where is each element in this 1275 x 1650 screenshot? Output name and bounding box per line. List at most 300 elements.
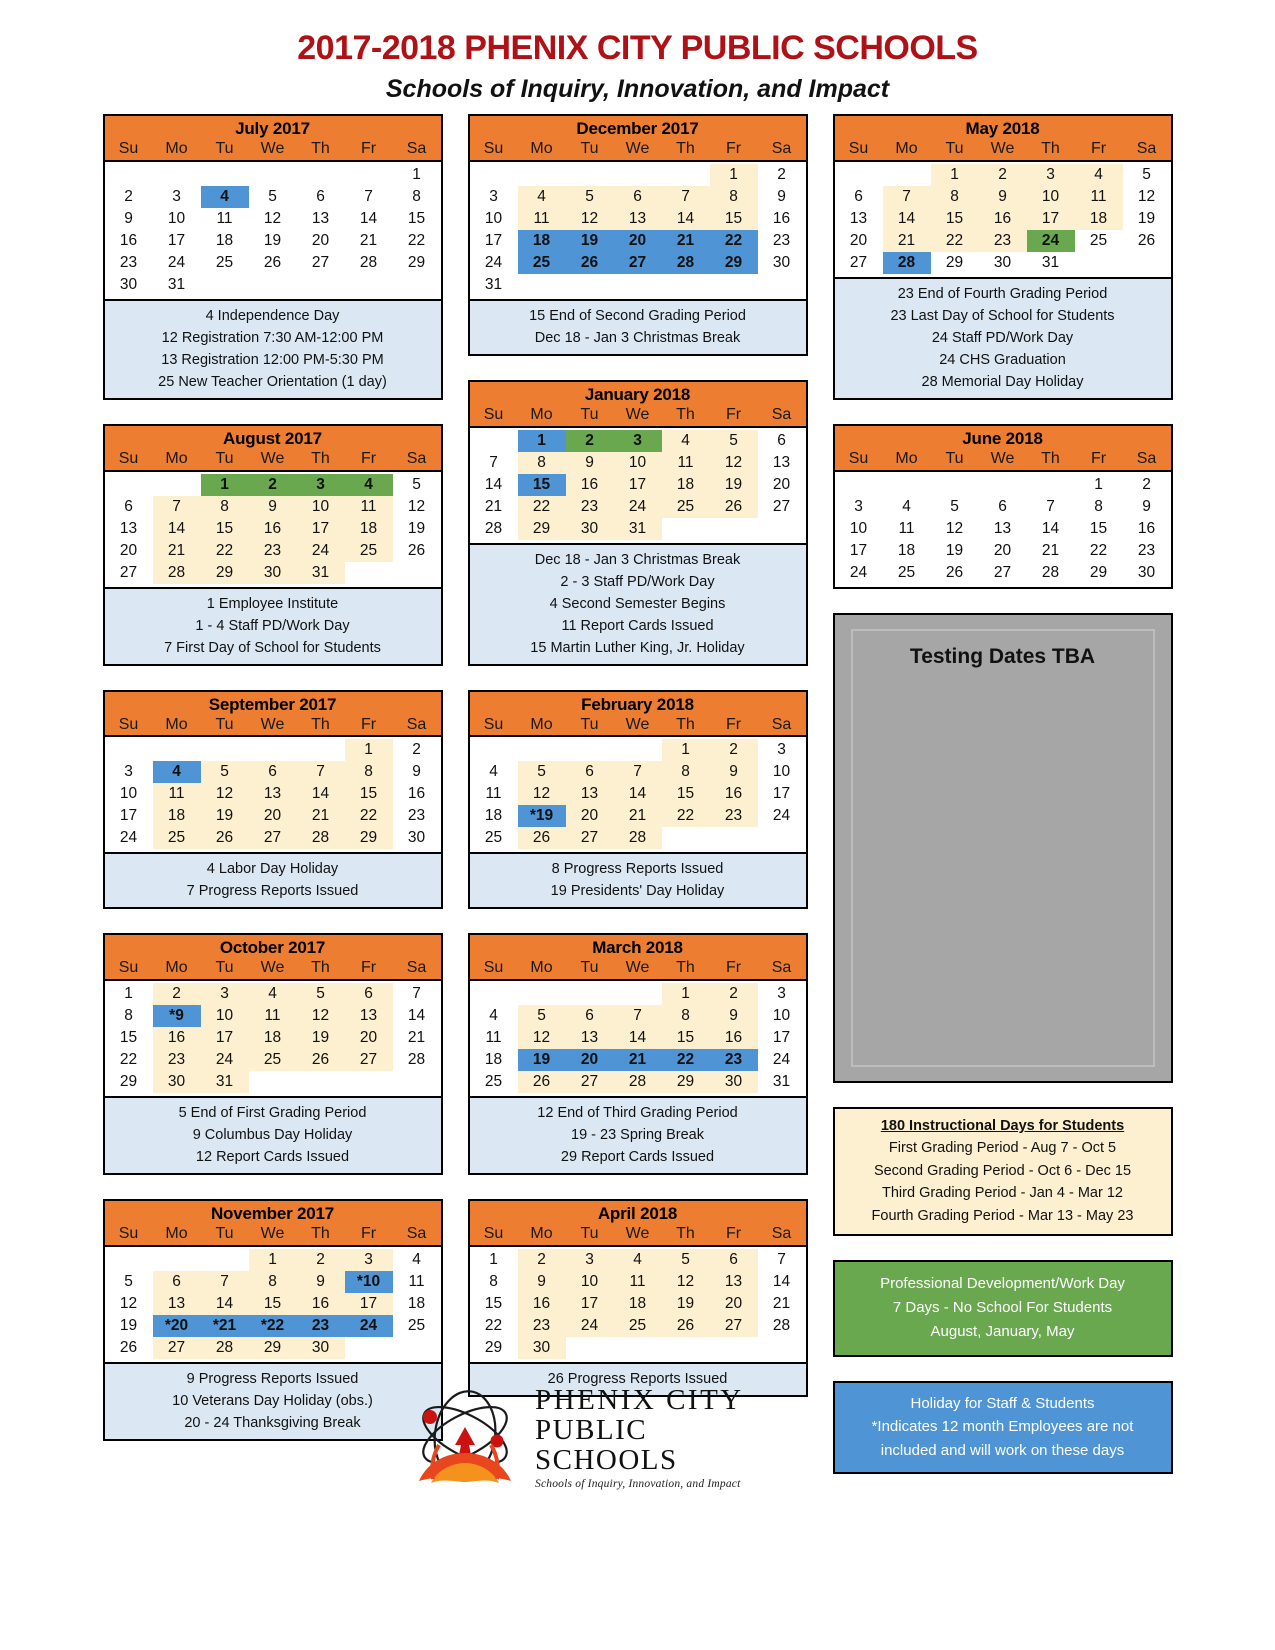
day-cell[interactable]: 13 <box>153 1293 201 1315</box>
day-cell[interactable]: 19 <box>297 1027 345 1049</box>
day-cell[interactable]: 25 <box>484 829 503 847</box>
day-cell[interactable]: 23 <box>772 231 791 249</box>
day-cell[interactable]: 17 <box>772 785 791 803</box>
day-cell[interactable]: 8 <box>249 1271 297 1293</box>
day-cell[interactable]: 18 <box>1075 208 1123 230</box>
day-cell[interactable]: 5 <box>297 983 345 1005</box>
day-cell[interactable]: 13 <box>993 519 1012 537</box>
day-cell[interactable]: 10 <box>297 496 345 518</box>
day-cell[interactable]: 9 <box>124 209 133 227</box>
day-cell[interactable]: 12 <box>518 1027 566 1049</box>
day-cell[interactable]: 15 <box>345 783 393 805</box>
day-cell[interactable]: 29 <box>945 253 964 271</box>
day-cell[interactable]: *9 <box>153 1005 201 1027</box>
day-cell[interactable]: 29 <box>710 252 758 274</box>
day-cell[interactable]: 11 <box>216 209 233 227</box>
day-cell[interactable]: 14 <box>359 209 378 227</box>
day-cell[interactable]: 22 <box>662 1049 710 1071</box>
day-cell[interactable]: 5 <box>662 1249 710 1271</box>
day-cell[interactable]: 29 <box>662 1071 710 1093</box>
day-cell[interactable]: 3 <box>124 763 133 781</box>
day-cell[interactable]: 9 <box>518 1271 566 1293</box>
day-cell[interactable]: 6 <box>249 761 297 783</box>
day-cell[interactable]: 1 <box>249 1249 297 1271</box>
day-cell[interactable]: 10 <box>201 1005 249 1027</box>
day-cell[interactable]: 12 <box>662 1271 710 1293</box>
day-cell[interactable]: 1 <box>124 985 133 1003</box>
day-cell[interactable]: 7 <box>883 186 931 208</box>
day-cell[interactable]: 28 <box>662 252 710 274</box>
day-cell[interactable]: 1 <box>662 983 710 1005</box>
day-cell[interactable]: 9 <box>412 763 421 781</box>
day-cell[interactable]: 5 <box>518 1005 566 1027</box>
day-cell[interactable]: 26 <box>407 541 426 559</box>
day-cell[interactable]: 28 <box>201 1337 249 1359</box>
day-cell[interactable]: 28 <box>614 1071 662 1093</box>
day-cell[interactable]: 4 <box>1075 164 1123 186</box>
day-cell[interactable]: 3 <box>777 741 786 759</box>
day-cell[interactable]: 30 <box>518 1337 566 1359</box>
day-cell[interactable]: 9 <box>710 1005 758 1027</box>
day-cell[interactable]: 11 <box>249 1005 297 1027</box>
day-cell[interactable]: 22 <box>931 230 979 252</box>
day-cell[interactable]: 29 <box>1089 563 1108 581</box>
day-cell[interactable]: 6 <box>316 187 325 205</box>
day-cell[interactable]: 13 <box>249 783 297 805</box>
day-cell[interactable]: 12 <box>566 208 614 230</box>
day-cell[interactable]: 13 <box>849 209 868 227</box>
day-cell[interactable]: 4 <box>201 186 249 208</box>
day-cell[interactable]: 8 <box>931 186 979 208</box>
day-cell[interactable]: 17 <box>1027 208 1075 230</box>
day-cell[interactable]: 3 <box>777 985 786 1003</box>
day-cell[interactable]: 14 <box>1041 519 1060 537</box>
day-cell[interactable]: 3 <box>854 497 863 515</box>
day-cell[interactable]: 11 <box>1075 186 1123 208</box>
day-cell[interactable]: 23 <box>119 253 138 271</box>
day-cell[interactable]: 12 <box>119 1294 138 1312</box>
day-cell[interactable]: 26 <box>263 253 282 271</box>
day-cell[interactable]: 16 <box>119 231 138 249</box>
day-cell[interactable]: 7 <box>364 187 373 205</box>
day-cell[interactable]: *19 <box>518 805 566 827</box>
day-cell[interactable]: 24 <box>849 563 868 581</box>
day-cell[interactable]: 4 <box>412 1250 421 1268</box>
day-cell[interactable]: 27 <box>849 253 868 271</box>
day-cell[interactable]: 19 <box>407 519 426 537</box>
day-cell[interactable]: 16 <box>710 783 758 805</box>
day-cell[interactable]: 13 <box>119 519 138 537</box>
day-cell[interactable]: 22 <box>710 230 758 252</box>
day-cell[interactable]: 30 <box>249 562 297 584</box>
day-cell[interactable]: 8 <box>412 187 421 205</box>
day-cell[interactable]: 15 <box>662 783 710 805</box>
day-cell[interactable]: *20 <box>153 1315 201 1337</box>
day-cell[interactable]: 11 <box>345 496 393 518</box>
day-cell[interactable]: 20 <box>249 805 297 827</box>
day-cell[interactable]: 19 <box>662 1293 710 1315</box>
day-cell[interactable]: 25 <box>897 563 916 581</box>
day-cell[interactable]: 23 <box>710 1049 758 1071</box>
day-cell[interactable]: 14 <box>407 1007 426 1025</box>
day-cell[interactable]: 12 <box>297 1005 345 1027</box>
day-cell[interactable]: 15 <box>201 518 249 540</box>
day-cell[interactable]: 19 <box>566 230 614 252</box>
day-cell[interactable]: 27 <box>566 1071 614 1093</box>
day-cell[interactable]: 26 <box>566 252 614 274</box>
day-cell[interactable]: 2 <box>566 430 614 452</box>
day-cell[interactable]: 27 <box>153 1337 201 1359</box>
day-cell[interactable]: 22 <box>484 1316 503 1334</box>
day-cell[interactable]: 3 <box>1027 164 1075 186</box>
day-cell[interactable]: 11 <box>898 519 915 537</box>
day-cell[interactable]: 28 <box>1041 563 1060 581</box>
day-cell[interactable]: 24 <box>566 1315 614 1337</box>
day-cell[interactable]: 15 <box>119 1029 138 1047</box>
day-cell[interactable]: 20 <box>345 1027 393 1049</box>
day-cell[interactable]: 23 <box>297 1315 345 1337</box>
day-cell[interactable]: 9 <box>777 187 786 205</box>
day-cell[interactable]: 22 <box>345 805 393 827</box>
day-cell[interactable]: 22 <box>1089 541 1108 559</box>
day-cell[interactable]: 30 <box>153 1071 201 1093</box>
day-cell[interactable]: 14 <box>662 208 710 230</box>
day-cell[interactable]: 1 <box>201 474 249 496</box>
day-cell[interactable]: 17 <box>345 1293 393 1315</box>
day-cell[interactable]: 23 <box>407 807 426 825</box>
day-cell[interactable]: 14 <box>484 475 503 493</box>
day-cell[interactable]: 31 <box>614 518 662 540</box>
day-cell[interactable]: 2 <box>518 1249 566 1271</box>
day-cell[interactable]: 1 <box>489 1250 498 1268</box>
day-cell[interactable]: 2 <box>153 983 201 1005</box>
day-cell[interactable]: 13 <box>345 1005 393 1027</box>
day-cell[interactable]: 21 <box>359 231 378 249</box>
day-cell[interactable]: 8 <box>1094 497 1103 515</box>
day-cell[interactable]: 7 <box>489 453 498 471</box>
day-cell[interactable]: 3 <box>566 1249 614 1271</box>
day-cell[interactable]: 12 <box>1137 187 1156 205</box>
day-cell[interactable]: 20 <box>993 541 1012 559</box>
day-cell[interactable]: 17 <box>772 1029 791 1047</box>
day-cell[interactable]: 14 <box>153 518 201 540</box>
day-cell[interactable]: 25 <box>614 1315 662 1337</box>
day-cell[interactable]: 27 <box>311 253 330 271</box>
day-cell[interactable]: 18 <box>407 1294 426 1312</box>
day-cell[interactable]: 15 <box>484 1294 503 1312</box>
day-cell[interactable]: 16 <box>407 785 426 803</box>
day-cell[interactable]: 11 <box>485 1029 502 1047</box>
day-cell[interactable]: 8 <box>710 186 758 208</box>
day-cell[interactable]: 10 <box>167 209 186 227</box>
day-cell[interactable]: 19 <box>201 805 249 827</box>
day-cell[interactable]: 7 <box>662 186 710 208</box>
day-cell[interactable]: 11 <box>614 1271 662 1293</box>
day-cell[interactable]: 5 <box>412 475 421 493</box>
day-cell[interactable]: 9 <box>566 452 614 474</box>
day-cell[interactable]: 14 <box>614 1027 662 1049</box>
day-cell[interactable]: 25 <box>1089 231 1108 249</box>
day-cell[interactable]: 30 <box>407 829 426 847</box>
day-cell[interactable]: 16 <box>249 518 297 540</box>
day-cell[interactable]: 30 <box>1137 563 1156 581</box>
day-cell[interactable]: 27 <box>119 563 138 581</box>
day-cell[interactable]: 30 <box>119 275 138 293</box>
day-cell[interactable]: 28 <box>153 562 201 584</box>
day-cell[interactable]: 8 <box>489 1272 498 1290</box>
day-cell[interactable]: 5 <box>566 186 614 208</box>
day-cell[interactable]: 18 <box>215 231 234 249</box>
day-cell[interactable]: 23 <box>1137 541 1156 559</box>
day-cell[interactable]: 15 <box>931 208 979 230</box>
day-cell[interactable]: 18 <box>484 1051 503 1069</box>
day-cell[interactable]: 18 <box>249 1027 297 1049</box>
day-cell[interactable]: 7 <box>153 496 201 518</box>
day-cell[interactable]: 29 <box>407 253 426 271</box>
day-cell[interactable]: 4 <box>489 1007 498 1025</box>
day-cell[interactable]: 12 <box>518 783 566 805</box>
day-cell[interactable]: 10 <box>772 763 791 781</box>
day-cell[interactable]: 18 <box>897 541 916 559</box>
day-cell[interactable]: 23 <box>518 1315 566 1337</box>
day-cell[interactable]: 2 <box>124 187 133 205</box>
day-cell[interactable]: 21 <box>614 1049 662 1071</box>
day-cell[interactable]: 20 <box>772 475 791 493</box>
day-cell[interactable]: 20 <box>311 231 330 249</box>
day-cell[interactable]: *21 <box>201 1315 249 1337</box>
day-cell[interactable]: 24 <box>201 1049 249 1071</box>
day-cell[interactable]: 26 <box>201 827 249 849</box>
day-cell[interactable]: 9 <box>297 1271 345 1293</box>
day-cell[interactable]: 19 <box>263 231 282 249</box>
day-cell[interactable]: 26 <box>710 496 758 518</box>
day-cell[interactable]: 6 <box>777 431 786 449</box>
day-cell[interactable]: 6 <box>614 186 662 208</box>
day-cell[interactable]: 31 <box>201 1071 249 1093</box>
day-cell[interactable]: 6 <box>710 1249 758 1271</box>
day-cell[interactable]: 14 <box>883 208 931 230</box>
day-cell[interactable]: 18 <box>153 805 201 827</box>
day-cell[interactable]: 2 <box>979 164 1027 186</box>
day-cell[interactable]: 23 <box>710 805 758 827</box>
day-cell[interactable]: 10 <box>484 209 503 227</box>
day-cell[interactable]: 28 <box>772 1316 791 1334</box>
day-cell[interactable]: 8 <box>201 496 249 518</box>
day-cell[interactable]: 16 <box>153 1027 201 1049</box>
day-cell[interactable]: 27 <box>249 827 297 849</box>
day-cell[interactable]: 17 <box>849 541 868 559</box>
day-cell[interactable]: 11 <box>408 1272 425 1290</box>
day-cell[interactable]: 13 <box>566 1027 614 1049</box>
day-cell[interactable]: 15 <box>518 474 566 496</box>
day-cell[interactable]: 24 <box>1027 230 1075 252</box>
day-cell[interactable]: 14 <box>772 1272 791 1290</box>
day-cell[interactable]: 17 <box>201 1027 249 1049</box>
day-cell[interactable]: 28 <box>614 827 662 849</box>
day-cell[interactable]: 6 <box>345 983 393 1005</box>
day-cell[interactable]: 15 <box>662 1027 710 1049</box>
day-cell[interactable]: 26 <box>297 1049 345 1071</box>
day-cell[interactable]: 24 <box>772 807 791 825</box>
day-cell[interactable]: 17 <box>484 231 503 249</box>
day-cell[interactable]: 2 <box>297 1249 345 1271</box>
day-cell[interactable]: 18 <box>518 230 566 252</box>
day-cell[interactable]: 5 <box>1142 165 1151 183</box>
day-cell[interactable]: 3 <box>297 474 345 496</box>
day-cell[interactable]: 28 <box>484 519 503 537</box>
day-cell[interactable]: 13 <box>311 209 330 227</box>
day-cell[interactable]: 10 <box>119 785 138 803</box>
day-cell[interactable]: 19 <box>1137 209 1156 227</box>
day-cell[interactable]: 31 <box>1041 253 1060 271</box>
day-cell[interactable]: *10 <box>345 1271 393 1293</box>
day-cell[interactable]: 18 <box>614 1293 662 1315</box>
day-cell[interactable]: 12 <box>710 452 758 474</box>
day-cell[interactable]: 18 <box>345 518 393 540</box>
day-cell[interactable]: 25 <box>484 1073 503 1091</box>
day-cell[interactable]: 7 <box>614 761 662 783</box>
day-cell[interactable]: 10 <box>614 452 662 474</box>
day-cell[interactable]: 20 <box>566 1049 614 1071</box>
day-cell[interactable]: 16 <box>979 208 1027 230</box>
day-cell[interactable]: 25 <box>518 252 566 274</box>
day-cell[interactable]: 29 <box>249 1337 297 1359</box>
day-cell[interactable]: 8 <box>662 761 710 783</box>
day-cell[interactable]: 12 <box>201 783 249 805</box>
day-cell[interactable]: 9 <box>1142 497 1151 515</box>
day-cell[interactable]: 27 <box>772 497 791 515</box>
day-cell[interactable]: 19 <box>518 1049 566 1071</box>
day-cell[interactable]: 5 <box>201 761 249 783</box>
day-cell[interactable]: 12 <box>263 209 282 227</box>
day-cell[interactable]: 21 <box>484 497 503 515</box>
day-cell[interactable]: 20 <box>710 1293 758 1315</box>
day-cell[interactable]: 1 <box>412 165 421 183</box>
day-cell[interactable]: 8 <box>345 761 393 783</box>
day-cell[interactable]: 21 <box>883 230 931 252</box>
day-cell[interactable]: 3 <box>201 983 249 1005</box>
day-cell[interactable]: 9 <box>979 186 1027 208</box>
day-cell[interactable]: 23 <box>979 230 1027 252</box>
day-cell[interactable]: 2 <box>249 474 297 496</box>
day-cell[interactable]: 4 <box>662 430 710 452</box>
day-cell[interactable]: 1 <box>931 164 979 186</box>
day-cell[interactable]: 18 <box>662 474 710 496</box>
day-cell[interactable]: 22 <box>662 805 710 827</box>
day-cell[interactable]: 24 <box>297 540 345 562</box>
day-cell[interactable]: 23 <box>249 540 297 562</box>
day-cell[interactable]: 16 <box>297 1293 345 1315</box>
day-cell[interactable]: 27 <box>614 252 662 274</box>
day-cell[interactable]: 6 <box>153 1271 201 1293</box>
day-cell[interactable]: 1 <box>710 164 758 186</box>
day-cell[interactable]: 2 <box>412 741 421 759</box>
day-cell[interactable]: 25 <box>249 1049 297 1071</box>
day-cell[interactable]: 14 <box>201 1293 249 1315</box>
day-cell[interactable]: 8 <box>518 452 566 474</box>
day-cell[interactable]: 4 <box>153 761 201 783</box>
day-cell[interactable]: 1 <box>662 739 710 761</box>
day-cell[interactable]: 11 <box>153 783 201 805</box>
day-cell[interactable]: 16 <box>518 1293 566 1315</box>
day-cell[interactable]: 7 <box>777 1250 786 1268</box>
day-cell[interactable]: 16 <box>710 1027 758 1049</box>
day-cell[interactable]: 2 <box>710 739 758 761</box>
day-cell[interactable]: 31 <box>772 1073 791 1091</box>
day-cell[interactable]: 15 <box>710 208 758 230</box>
day-cell[interactable]: 7 <box>201 1271 249 1293</box>
day-cell[interactable]: 3 <box>172 187 181 205</box>
day-cell[interactable]: 2 <box>1142 475 1151 493</box>
day-cell[interactable]: 6 <box>566 1005 614 1027</box>
day-cell[interactable]: 24 <box>119 829 138 847</box>
day-cell[interactable]: 21 <box>297 805 345 827</box>
day-cell[interactable]: 20 <box>566 805 614 827</box>
day-cell[interactable]: 26 <box>518 827 566 849</box>
day-cell[interactable]: 21 <box>153 540 201 562</box>
day-cell[interactable]: 7 <box>297 761 345 783</box>
day-cell[interactable]: 6 <box>124 497 133 515</box>
day-cell[interactable]: 29 <box>484 1338 503 1356</box>
day-cell[interactable]: 19 <box>119 1316 138 1334</box>
day-cell[interactable]: 12 <box>945 519 964 537</box>
day-cell[interactable]: 26 <box>1137 231 1156 249</box>
day-cell[interactable]: 8 <box>662 1005 710 1027</box>
day-cell[interactable]: 15 <box>407 209 426 227</box>
day-cell[interactable]: 30 <box>710 1071 758 1093</box>
day-cell[interactable]: 3 <box>345 1249 393 1271</box>
day-cell[interactable]: 24 <box>167 253 186 271</box>
day-cell[interactable]: 12 <box>407 497 426 515</box>
day-cell[interactable]: 29 <box>201 562 249 584</box>
day-cell[interactable]: 28 <box>883 252 931 274</box>
day-cell[interactable]: 22 <box>119 1051 138 1069</box>
day-cell[interactable]: 25 <box>662 496 710 518</box>
day-cell[interactable]: 27 <box>710 1315 758 1337</box>
day-cell[interactable]: 25 <box>407 1316 426 1334</box>
day-cell[interactable]: 6 <box>566 761 614 783</box>
day-cell[interactable]: 23 <box>153 1049 201 1071</box>
day-cell[interactable]: 25 <box>153 827 201 849</box>
day-cell[interactable]: 20 <box>849 231 868 249</box>
day-cell[interactable]: 5 <box>268 187 277 205</box>
day-cell[interactable]: 14 <box>614 783 662 805</box>
day-cell[interactable]: 13 <box>772 453 791 471</box>
day-cell[interactable]: 5 <box>710 430 758 452</box>
day-cell[interactable]: *22 <box>249 1315 297 1337</box>
day-cell[interactable]: 27 <box>345 1049 393 1071</box>
day-cell[interactable]: 17 <box>119 807 138 825</box>
day-cell[interactable]: 16 <box>1137 519 1156 537</box>
day-cell[interactable]: 11 <box>518 208 566 230</box>
day-cell[interactable]: 17 <box>614 474 662 496</box>
day-cell[interactable]: 24 <box>484 253 503 271</box>
day-cell[interactable]: 9 <box>249 496 297 518</box>
day-cell[interactable]: 27 <box>566 827 614 849</box>
day-cell[interactable]: 30 <box>297 1337 345 1359</box>
day-cell[interactable]: 7 <box>614 1005 662 1027</box>
day-cell[interactable]: 1 <box>518 430 566 452</box>
day-cell[interactable]: 4 <box>518 186 566 208</box>
day-cell[interactable]: 29 <box>345 827 393 849</box>
day-cell[interactable]: 4 <box>249 983 297 1005</box>
day-cell[interactable]: 4 <box>902 497 911 515</box>
day-cell[interactable]: 22 <box>201 540 249 562</box>
day-cell[interactable]: 4 <box>345 474 393 496</box>
day-cell[interactable]: 29 <box>119 1073 138 1091</box>
day-cell[interactable]: 21 <box>1041 541 1060 559</box>
day-cell[interactable]: 23 <box>566 496 614 518</box>
